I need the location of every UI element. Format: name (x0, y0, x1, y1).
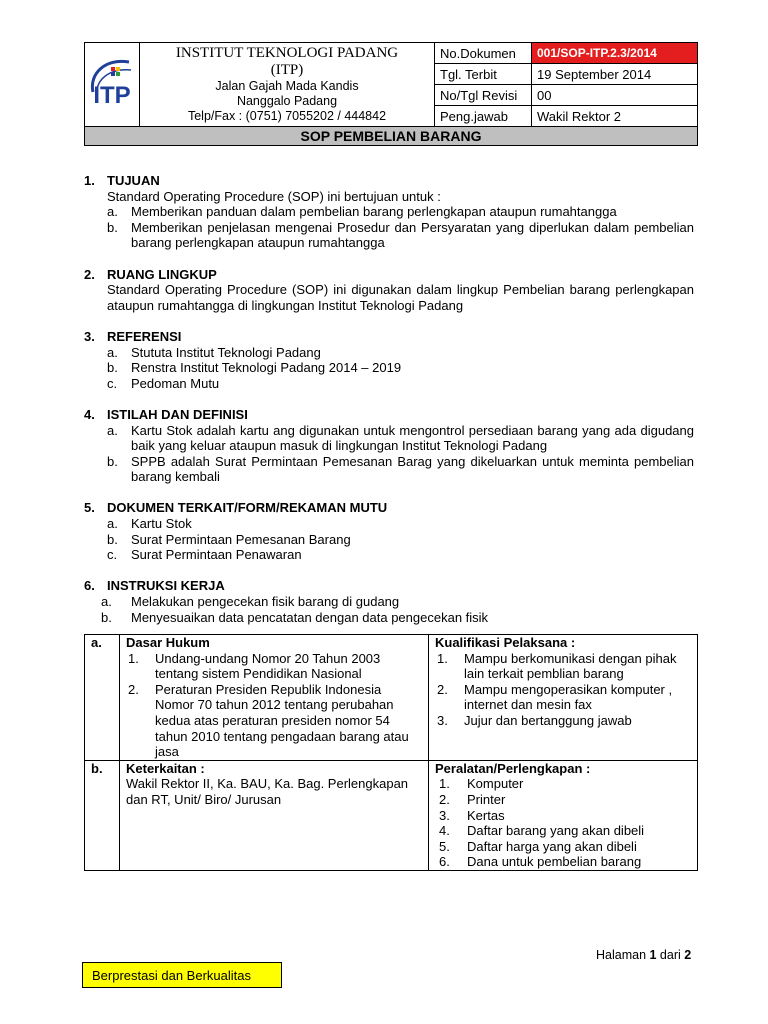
page-number: Halaman 1 dari 2 (596, 948, 692, 962)
logo-cell (85, 43, 140, 127)
list-item: b. Memberikan penjelasan mengenai Prosedur dan Persyaratan yang diperlukan dalam pembelian barang perlengkapan ataupun rumahtangga (107, 219, 694, 251)
list-item: b. SPPB adalah Surat Permintaan Pemesanan Barag yang dikeluarkan untuk meminta pembelian barang kembali (107, 453, 694, 485)
section-referensi: 3. REFERENSI a. Stututa Institut Teknologi Padang b. Renstra Institut Teknologi Padang 2014 – 2019 c. Pedoman Mutu (84, 329, 694, 391)
meta-value-responsible: Wakil Rektor 2 (532, 106, 698, 127)
list-item: 2. Mampu mengoperasikan komputer , internet dan mesin fax (437, 681, 673, 713)
related-parties-cell (120, 760, 429, 870)
section-ruang-lingkup: 2. RUANG LINGKUP Standard Operating Procedure (SOP) ini digunakan dalam lingkup Pembelian barang perlengkapan ataupun rumahtangga di lingkungan Institut Teknologi Padang (84, 266, 694, 313)
list-item: 5. Daftar harga yang akan dibeli (439, 838, 637, 854)
cell-title: Peralatan/Perlengkapan : (435, 760, 591, 776)
meta-label-revision: No/Tgl Revisi (435, 85, 532, 106)
qualification-cell (429, 635, 698, 761)
section-title: ISTILAH DAN DEFINISI (107, 406, 248, 422)
institution-block (140, 43, 435, 127)
cell-title: Kualifikasi Pelaksana : (435, 635, 576, 650)
svg-text:ITP: ITP (93, 82, 131, 109)
equipment-cell (429, 760, 698, 870)
list-item: a. Melakukan pengecekan fisik barang di gudang (101, 594, 400, 610)
document-header (84, 42, 698, 146)
section-title: REFERENSI (107, 328, 182, 344)
row-label: b. (85, 760, 120, 870)
list-item: 3. Kertas (439, 807, 505, 823)
work-instruction-table (84, 634, 698, 871)
list-item: 2. Printer (439, 791, 506, 807)
list-item: 6. Dana untuk pembelian barang (439, 854, 642, 870)
list-item: 4. Daftar barang yang akan dibeli (439, 823, 645, 839)
meta-label-issue-date: Tgl. Terbit (435, 64, 532, 85)
table-row (85, 635, 698, 761)
list-item: a. Kartu Stok adalah kartu ang digunakan untuk mengontrol persediaan barang yang ada digudang baik yang keluar ataupun masuk di lingkungan Institut Teknologi Padang (107, 422, 694, 454)
list-item: a. Kartu Stok (107, 516, 192, 532)
institution-abbr: (ITP) (270, 62, 304, 78)
meta-value-doc-number: 001/SOP-ITP.2.3/2014 (532, 43, 698, 64)
cell-title: Keterkaitan : (126, 760, 205, 776)
list-item: c. Surat Permintaan Penawaran (107, 547, 302, 563)
list-item: 1. Mampu berkomunikasi dengan pihak lain terkait pemblian barang (437, 650, 677, 682)
section-intro: Standard Operating Procedure (SOP) ini bertujuan untuk : (107, 188, 441, 204)
address-line-2: Nanggalo Padang (236, 94, 338, 108)
cell-title: Dasar Hukum (126, 635, 210, 650)
row-label: a. (85, 635, 120, 761)
list-item: 1. Komputer (439, 776, 524, 792)
section-tujuan: 1. TUJUAN Standard Operating Procedure (SOP) ini bertujuan untuk : a. Memberikan panduan dalam pembelian barang perlengkapan ataupun rumahtangga b. Memberikan penjelasan mengenai Prosedur dan Persyaratan yang diperlukan dalam pembelian barang perlengkapan ataupun rumahtangga (84, 173, 694, 251)
meta-label-doc-number: No.Dokumen (435, 43, 532, 64)
list-item: c. Pedoman Mutu (107, 375, 220, 391)
list-item: a. Stututa Institut Teknologi Padang (107, 344, 321, 360)
motto-box: Berprestasi dan Berkualitas (82, 962, 282, 988)
list-item: b. Renstra Institut Teknologi Padang 2014 – 2019 (107, 360, 402, 376)
list-item: a. Memberikan panduan dalam pembelian barang perlengkapan ataupun rumahtangga (107, 204, 617, 220)
section-title: INSTRUKSI KERJA (107, 578, 225, 594)
meta-value-revision: 00 (532, 85, 698, 106)
document-body (84, 173, 694, 641)
section-dokumen-terkait: 5. DOKUMEN TERKAIT/FORM/REKAMAN MUTU a. Kartu Stok b. Surat Permintaan Pemesanan Barang c. Surat Permintaan Penawaran (84, 500, 694, 562)
list-item: 2. Peraturan Presiden Republik Indonesia Nomor 70 tahun 2012 tentang perubahan kedua atas peraturan presiden nomor 54 tahun 2010 tentang pengadaan barang atau jasa (128, 681, 409, 760)
list-item: 3. Jujur dan bertanggung jawab (437, 712, 632, 728)
legal-basis-cell (120, 635, 429, 761)
phone-line: Telp/Fax : (0751) 7055202 / 444842 (187, 109, 387, 123)
itp-logo-icon (85, 48, 139, 118)
related-parties-text: Wakil Rektor II, Ka. BAU, Ka. Bag. Perlengkapan dan RT, Unit/ Biro/ Jurusan (126, 776, 409, 807)
list-item: b. Menyesuaikan data pencatatan dengan data pengecekan fisik (101, 609, 489, 625)
section-instruksi-kerja: 6. INSTRUKSI KERJA a. Melakukan pengecekan fisik barang di gudang b. Menyesuaikan data pencatatan dengan data pengecekan fisik (84, 578, 694, 625)
table-row (85, 760, 698, 870)
section-title: DOKUMEN TERKAIT/FORM/REKAMAN MUTU (107, 500, 388, 516)
document-title: SOP PEMBELIAN BARANG (85, 127, 698, 146)
list-item: 1. Undang-undang Nomor 20 Tahun 2003 tentang sistem Pendidikan Nasional (128, 650, 381, 682)
institution-name: INSTITUT TEKNOLOGI PADANG (175, 45, 399, 61)
section-title: TUJUAN (107, 173, 160, 188)
list-item: b. Surat Permintaan Pemesanan Barang (107, 531, 351, 547)
section-istilah: 4. ISTILAH DAN DEFINISI a. Kartu Stok adalah kartu ang digunakan untuk mengontrol persediaan barang yang ada digudang baik yang keluar ataupun masuk di lingkungan Institut Teknologi Padang b. SPPB adalah Surat Permintaan Pemesanan Barag yang dikeluarkan untuk meminta pembelian barang kembali (84, 406, 694, 485)
section-title: RUANG LINGKUP (107, 266, 217, 282)
section-intro: Standard Operating Procedure (SOP) ini digunakan dalam lingkup Pembelian barang perlengkapan ataupun rumahtangga di lingkungan Institut Teknologi Padang (107, 282, 694, 313)
meta-value-issue-date: 19 September 2014 (532, 64, 698, 85)
meta-label-responsible: Peng.jawab (435, 106, 532, 127)
address-line-1: Jalan Gajah Mada Kandis (215, 79, 359, 93)
